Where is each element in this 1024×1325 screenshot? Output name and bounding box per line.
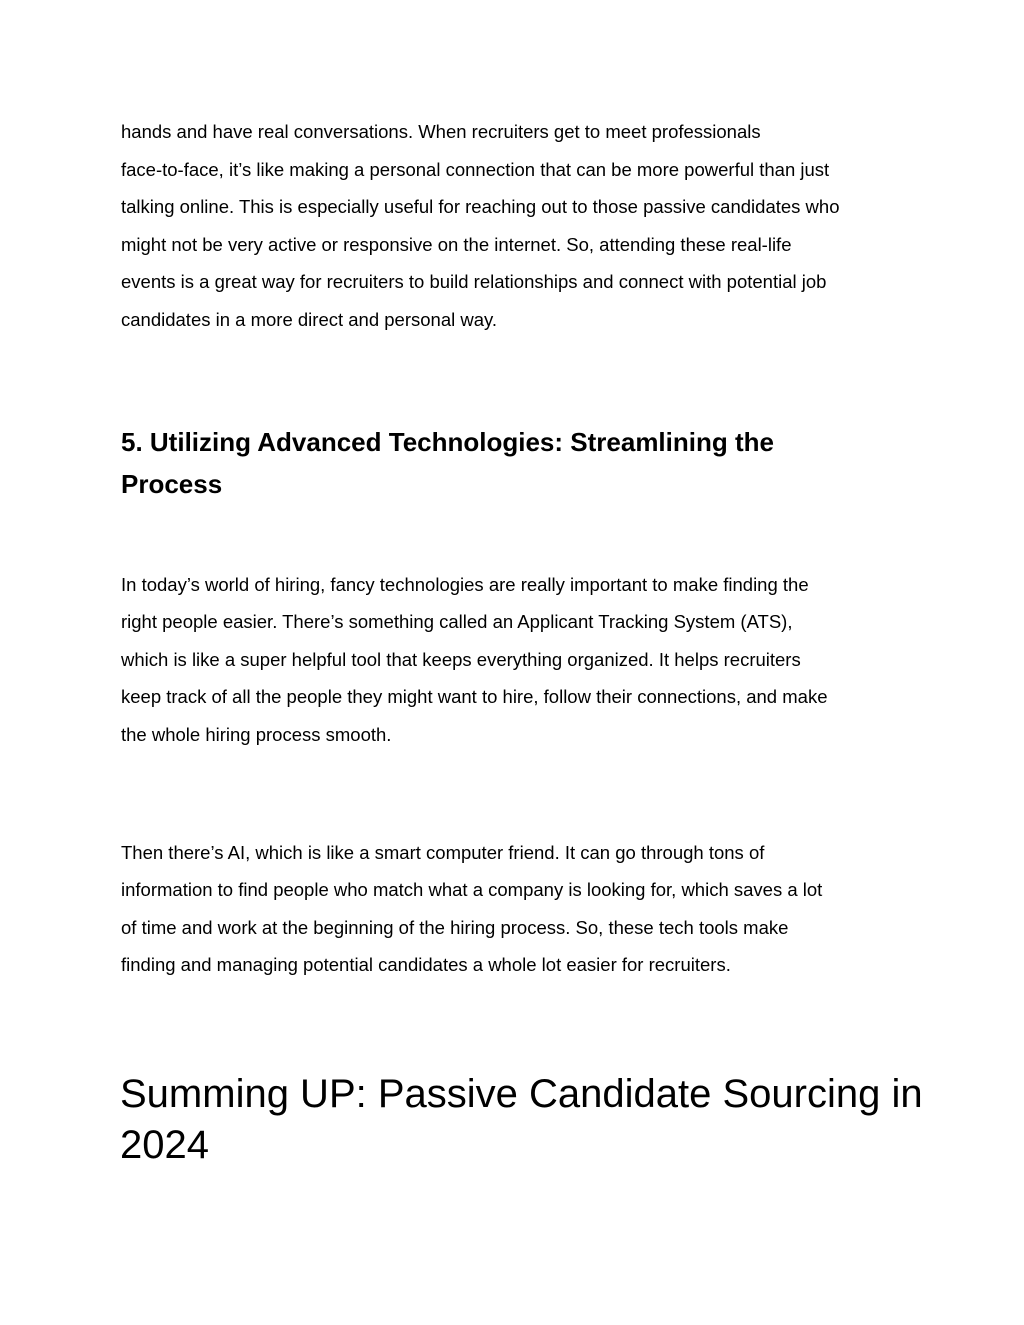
paragraph-line: In today’s world of hiring, fancy technologies are really important to make finding the bbox=[121, 574, 809, 595]
paragraph-line: of time and work at the beginning of the hiring process. So, these tech tools make bbox=[121, 917, 789, 938]
heading-line: 2024 bbox=[120, 1123, 209, 1167]
paragraph-line: information to find people who match what a company is looking for, which saves a lot bbox=[121, 879, 823, 900]
paragraph-line: candidates in a more direct and personal way. bbox=[121, 309, 498, 330]
heading-line: Summing UP: Passive Candidate Sourcing in bbox=[120, 1072, 923, 1116]
paragraph-line: hands and have real conversations. When recruiters get to meet professionals bbox=[121, 121, 761, 142]
paragraph-line: Then there’s AI, which is like a smart computer friend. It can go through tons of bbox=[121, 842, 765, 863]
paragraph-line: which is like a super helpful tool that keeps everything organized. It helps recruiters bbox=[121, 649, 801, 670]
paragraph-line: talking online. This is especially useful for reaching out to those passive candidates who bbox=[121, 196, 840, 217]
paragraph-line: keep track of all the people they might want to hire, follow their connections, and make bbox=[121, 686, 828, 707]
paragraph-line: finding and managing potential candidates a whole lot easier for recruiters. bbox=[121, 954, 731, 975]
paragraph-line: right people easier. There’s something called an Applicant Tracking System (ATS), bbox=[121, 611, 793, 632]
heading-line: Process bbox=[121, 469, 223, 499]
paragraph-line: face-to-face, it’s like making a personal connection that can be more powerful than just bbox=[121, 159, 830, 180]
paragraph-line: might not be very active or responsive on the internet. So, attending these real-life bbox=[121, 234, 792, 255]
heading-line: 5. Utilizing Advanced Technologies: Streamlining the bbox=[121, 427, 774, 457]
paragraph-line: the whole hiring process smooth. bbox=[121, 724, 392, 745]
paragraph-line: events is a great way for recruiters to build relationships and connect with potential job bbox=[121, 271, 827, 292]
